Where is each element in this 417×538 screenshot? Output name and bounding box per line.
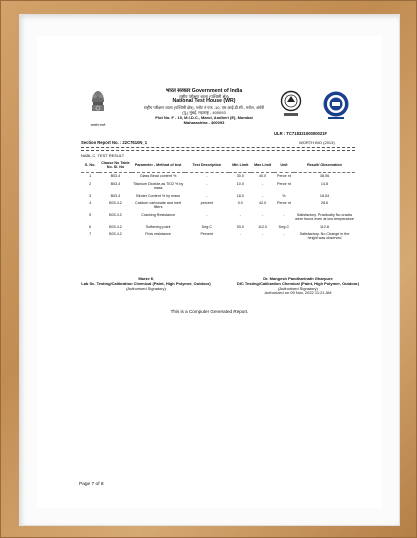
table-cell: percent xyxy=(200,200,213,205)
page-number: Page 7 of 8 xyxy=(79,482,104,487)
hindi-name-line: राष्ट्रीय परीक्षण शाला (पश्चिमी क्षेत्र) xyxy=(179,94,229,100)
table-cell: B03.4 xyxy=(110,181,121,186)
institute-name: National Test House (WR) xyxy=(172,98,236,105)
col-header: Clause No Table No. Sl. No xyxy=(101,161,130,170)
table-cell: Satisfactory. Practically No cracks were found even at low temperature xyxy=(295,212,354,222)
table-cell: 3 xyxy=(89,193,92,198)
table-cell: 0.0 xyxy=(237,200,243,205)
table-cell: Cracking Resistance xyxy=(141,212,176,217)
col-header: Min Limit xyxy=(232,163,249,168)
table-cell: Deg.C xyxy=(201,224,213,229)
table-cell: 30.0 xyxy=(236,174,244,179)
signatory-left xyxy=(81,277,211,291)
computer-generated-note: This is a Computer Generated Report. xyxy=(170,309,249,314)
report-number: Section Report No. : 22C7610N_1 xyxy=(81,140,148,145)
table-cell: B03.4.2 xyxy=(109,231,122,236)
accreditation-logo-icon xyxy=(280,90,302,120)
table-cell: - xyxy=(283,212,285,217)
table-cell: 4 xyxy=(89,200,92,205)
results-table xyxy=(81,159,355,242)
table-cell: 18.54 xyxy=(319,193,330,198)
hindi-city-line: (पू.) मुंबई, महाराष्ट्र - 400093 xyxy=(182,109,226,115)
col-header: Max Limit xyxy=(254,163,272,168)
ulr-number: ULR : TC71832100000021F xyxy=(274,131,328,136)
table-cell: - xyxy=(206,193,208,198)
table-cell: B03.4.2 xyxy=(109,212,122,217)
nth-logo-icon xyxy=(322,90,350,120)
nabl-label: NABL C. TEST RESULT xyxy=(81,153,125,158)
table-cell: B03.4 xyxy=(110,174,121,179)
col-header: S. No. xyxy=(84,163,96,168)
table-cell: 2 xyxy=(89,181,92,186)
hindi-address-line: राष्ट्रीय परीक्षण शाला (पश्चिमी क्षेत्र), प्लॉट नं एफ -10, एम.आई.डी.सी., मरोल, अंधेरी xyxy=(143,104,265,110)
table-row xyxy=(81,199,355,211)
table-cell: 14.8 xyxy=(320,181,329,186)
table-row xyxy=(81,172,355,180)
table-cell: 10.0 xyxy=(236,181,244,186)
signatory-label: (Authorised Signatory) xyxy=(126,285,166,291)
col-header: Test Description xyxy=(192,163,222,168)
table-row xyxy=(81,180,355,192)
state-line: Maharashtra - 400093 xyxy=(183,120,225,126)
table-cell: 93.0 xyxy=(236,224,244,229)
authorization-date: Authorized on 09 Nov, 2022 11:21 AM xyxy=(264,290,332,296)
divider xyxy=(81,150,355,151)
table-cell: 112.0 xyxy=(258,224,268,229)
table-cell: Calcium carbonate and inert fillers xyxy=(135,200,182,210)
table-cell: B03.4.2 xyxy=(109,224,122,229)
table-cell: 112.8 xyxy=(320,224,329,229)
signatory-name: Marze K xyxy=(138,276,154,281)
table-cell: 7 xyxy=(89,231,92,236)
signatory-role: DIC Testing/Calibration Chemical (Paint, High Polymer, Outdoor) xyxy=(236,280,360,286)
table-cell: - xyxy=(206,212,208,217)
table-cell: - xyxy=(206,181,208,186)
table-cell: 40.0 xyxy=(259,174,267,179)
table-header-row xyxy=(81,159,355,172)
table-cell: - xyxy=(261,212,264,217)
table-cell: Perce nt xyxy=(277,174,291,179)
table-row xyxy=(81,192,355,199)
table-cell: - xyxy=(261,231,264,236)
govt-line: भारत सरकार Government of India xyxy=(165,88,243,94)
report-standard: WORTH BIO (2013) xyxy=(299,140,335,145)
table-cell: 1 xyxy=(89,174,92,179)
table-cell: 38.06 xyxy=(319,174,330,179)
national-emblem-icon xyxy=(87,88,109,128)
table-cell: 42.0 xyxy=(259,200,267,205)
table-cell: % xyxy=(282,193,286,198)
table-cell: B03.4 xyxy=(110,193,121,198)
table-cell: - xyxy=(206,174,208,179)
table-cell: Deg.C xyxy=(278,224,290,229)
table-cell: Softening point xyxy=(145,224,171,229)
table-cell: - xyxy=(261,181,264,186)
col-header: Parameter - Method of test xyxy=(134,163,182,168)
address-line: Plot No. F - 10, M.I.D.C., Marol, Andheri (E), Mumbai xyxy=(155,115,253,121)
divider xyxy=(81,147,355,148)
table-cell: Binder Content % by mass xyxy=(136,193,180,198)
col-header: Unit xyxy=(280,163,288,168)
table-cell: - xyxy=(283,231,285,236)
table-cell: Glass Bead content % xyxy=(139,174,177,179)
table-cell: - xyxy=(261,193,264,198)
table-cell: Satisfactory. No Change in the height was observed xyxy=(299,231,350,241)
table-cell: Flow resistance xyxy=(145,231,171,236)
table-cell: 6 xyxy=(89,224,92,229)
emblem-caption: सत्यमेव जयते xyxy=(90,123,106,127)
table-row xyxy=(81,211,355,223)
institute-header xyxy=(115,89,293,125)
table-cell: 28.6 xyxy=(320,200,329,205)
table-cell: Titanium Dioxide,as TiO2 % by mass xyxy=(132,181,184,191)
table-cell: Percent xyxy=(200,231,214,236)
col-header: Result/ Observation xyxy=(307,163,342,168)
table-cell: - xyxy=(239,231,241,236)
table-row xyxy=(81,230,355,242)
table-cell: B03.4.2 xyxy=(109,200,122,205)
report-page xyxy=(37,36,382,508)
table-cell: 18.0 xyxy=(236,193,244,198)
signatory-role: Lab Sc. Testing/Calibration Chemical (Paint, High Polymer, Outdoor) xyxy=(81,280,211,286)
table-row xyxy=(81,223,355,230)
table-cell: - xyxy=(239,212,241,217)
signatory-right xyxy=(231,277,365,296)
table-cell: 5 xyxy=(89,212,92,217)
table-cell: Perce nt xyxy=(277,181,291,186)
table-cell: Perce nt xyxy=(277,200,291,205)
signatory-label: (Authorised Signatory) xyxy=(278,285,318,291)
frame-mat xyxy=(19,14,400,526)
signatory-name: Dr. Mangesh Pandharinath Gharpure xyxy=(263,276,333,281)
